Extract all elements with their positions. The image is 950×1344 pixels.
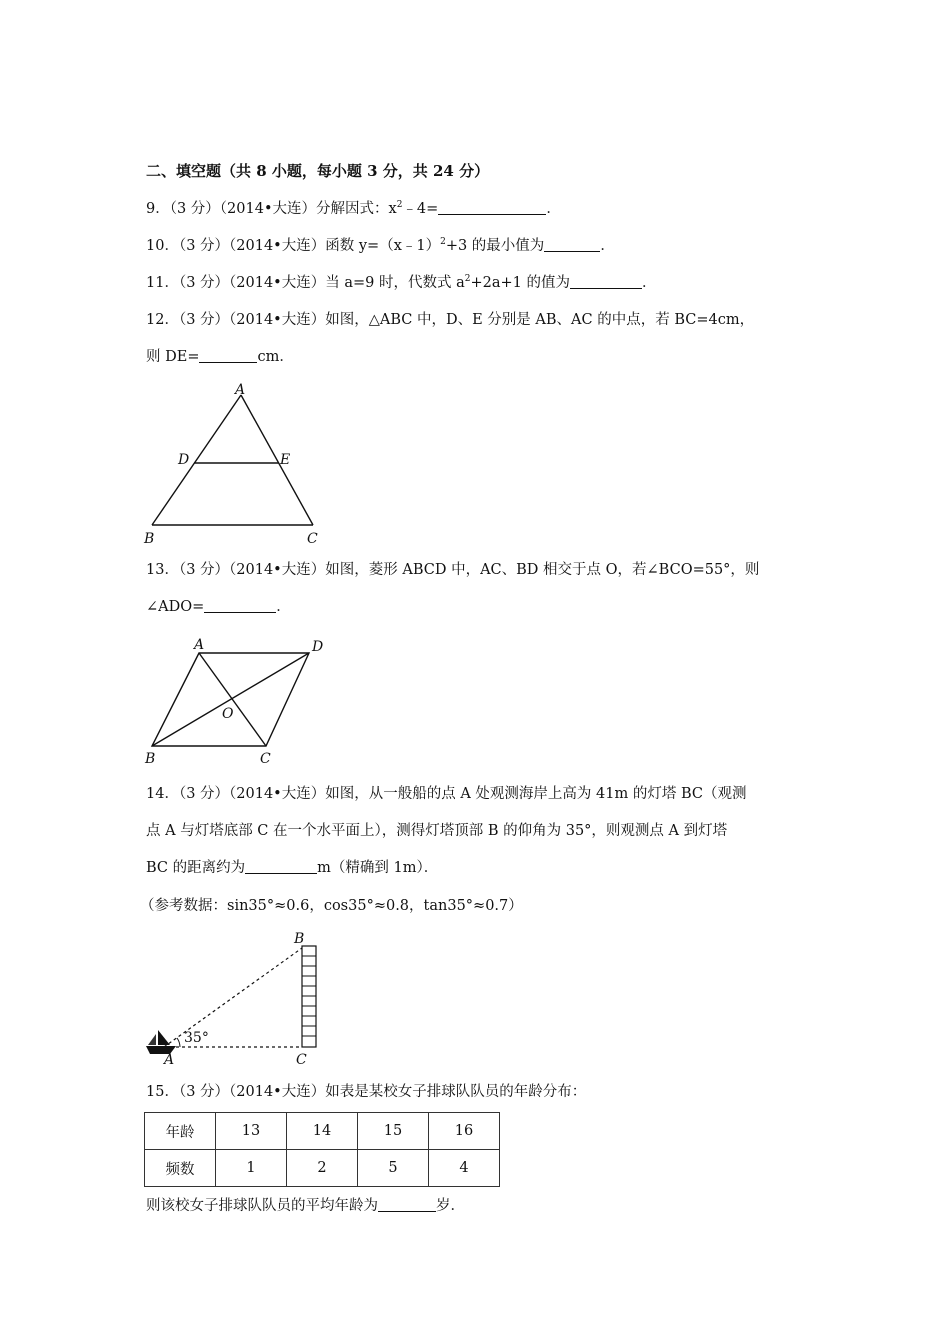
- q14-answer-blank[interactable]: [245, 859, 317, 874]
- question-12-line-2: [146, 347, 294, 367]
- question-10: [146, 236, 615, 256]
- table-cell: 13: [216, 1113, 287, 1150]
- q11-end: ．: [641, 275, 657, 291]
- q13-answer-blank[interactable]: [204, 598, 276, 613]
- q10-superscript: 2: [440, 237, 446, 247]
- q15-text: 则该校女子排球队队员的平均年龄为: [146, 1198, 378, 1214]
- q13-text: ∠ADO=: [146, 599, 205, 615]
- q10-text: 10．（3 分）（2014•大连）函数 y=（x﹣1）: [146, 238, 441, 254]
- label-c: C: [296, 1052, 307, 1068]
- q11-answer-blank[interactable]: [570, 274, 642, 289]
- rhombus-figure: [140, 630, 340, 765]
- q10-answer-blank[interactable]: [544, 237, 600, 252]
- q9-text-suffix: ﹣4=: [402, 201, 439, 217]
- q13-text-suffix: ．: [276, 599, 291, 615]
- label-b: B: [294, 931, 305, 947]
- q9-superscript: 2: [396, 200, 403, 210]
- table-cell: 5: [358, 1150, 429, 1187]
- q15-text-suffix: 岁．: [436, 1198, 465, 1214]
- table-cell: 14: [287, 1113, 358, 1150]
- q10-end: ．: [600, 238, 615, 254]
- table-cell: 15: [358, 1113, 429, 1150]
- lighthouse-tower: [302, 946, 316, 1047]
- table-row: [145, 1113, 500, 1150]
- q9-end: ．: [546, 201, 561, 217]
- angle-arc: [177, 1038, 180, 1047]
- lighthouse-figure: [140, 928, 340, 1068]
- table-cell: 年龄: [145, 1113, 216, 1150]
- q9-text: 9．（3 分）（2014•大连）分解因式：x: [146, 201, 397, 217]
- question-13-line-1: 13．（3 分）（2014•大连）如图，菱形 ABCD 中，AC、BD 相交于点 O，若∠BCO=55°，则: [146, 562, 760, 578]
- question-9: [146, 199, 561, 219]
- q10-text-suffix: +3 的最小值为: [445, 238, 545, 254]
- q15-answer-blank[interactable]: [378, 1197, 436, 1212]
- question-15-line-2: [146, 1196, 465, 1216]
- question-11: [146, 273, 656, 293]
- question-12-line-1: 12．（3 分）（2014•大连）如图，△ABC 中，D、E 分别是 AB、AC 的中点，若 BC=4cm，: [146, 312, 755, 328]
- table-cell: 2: [287, 1150, 358, 1187]
- table-cell: 16: [429, 1113, 500, 1150]
- angle-label: 35°: [184, 1030, 209, 1046]
- question-14-line-1: 14．（3 分）（2014•大连）如图，从一般船的点 A 处观测海岸上高为 41m 的灯塔 BC（观测: [146, 786, 747, 802]
- segment-ab: [152, 395, 241, 525]
- triangle-figure: [140, 380, 340, 550]
- question-14-reference: （参考数据：sin35°≈0.6，cos35°≈0.8，tan35°≈0.7）: [140, 898, 523, 914]
- q14-text: BC 的距离约为: [146, 860, 246, 876]
- question-13-line-2: [146, 597, 291, 617]
- diagonal-ac: [199, 653, 266, 746]
- label-c: C: [307, 531, 318, 547]
- ship-icon: [146, 1030, 176, 1054]
- q12-text-suffix: cm．: [257, 349, 294, 365]
- q12-answer-blank[interactable]: [199, 348, 257, 363]
- table-cell: 4: [429, 1150, 500, 1187]
- q11-text-suffix: +2a+1 的值为: [470, 275, 570, 291]
- question-15-line-1: 15．（3 分）（2014•大连）如表是某校女子排球队队员的年龄分布：: [146, 1084, 587, 1100]
- label-c: C: [260, 751, 271, 767]
- label-o: O: [222, 706, 234, 722]
- q11-superscript: 2: [464, 274, 471, 284]
- q11-text: 11．（3 分）（2014•大连）当 a=9 时，代数式 a: [146, 275, 465, 291]
- table-row: [145, 1150, 500, 1187]
- label-e: E: [280, 452, 291, 468]
- table-cell: 频数: [145, 1150, 216, 1187]
- label-a: A: [194, 637, 205, 653]
- label-b: B: [144, 531, 155, 547]
- label-a: A: [164, 1052, 175, 1068]
- section-heading: 二、填空题（共 8 小题，每小题 3 分，共 24 分）: [146, 162, 490, 180]
- age-frequency-table: [144, 1112, 500, 1187]
- label-d: D: [312, 639, 324, 655]
- question-14-line-3: [146, 858, 438, 878]
- q14-text-suffix: m（精确到 1m）．: [317, 860, 439, 876]
- label-a: A: [235, 382, 246, 398]
- q12-text: 则 DE=: [146, 349, 200, 365]
- q9-answer-blank[interactable]: [438, 200, 546, 215]
- question-14-line-2: 点 A 与灯塔底部 C 在一个水平面上），测得灯塔顶部 B 的仰角为 35°，则观测点 A 到灯塔: [146, 823, 728, 839]
- segment-ac: [241, 395, 313, 525]
- label-d: D: [178, 452, 190, 468]
- table-cell: 1: [216, 1150, 287, 1187]
- label-b: B: [145, 751, 156, 767]
